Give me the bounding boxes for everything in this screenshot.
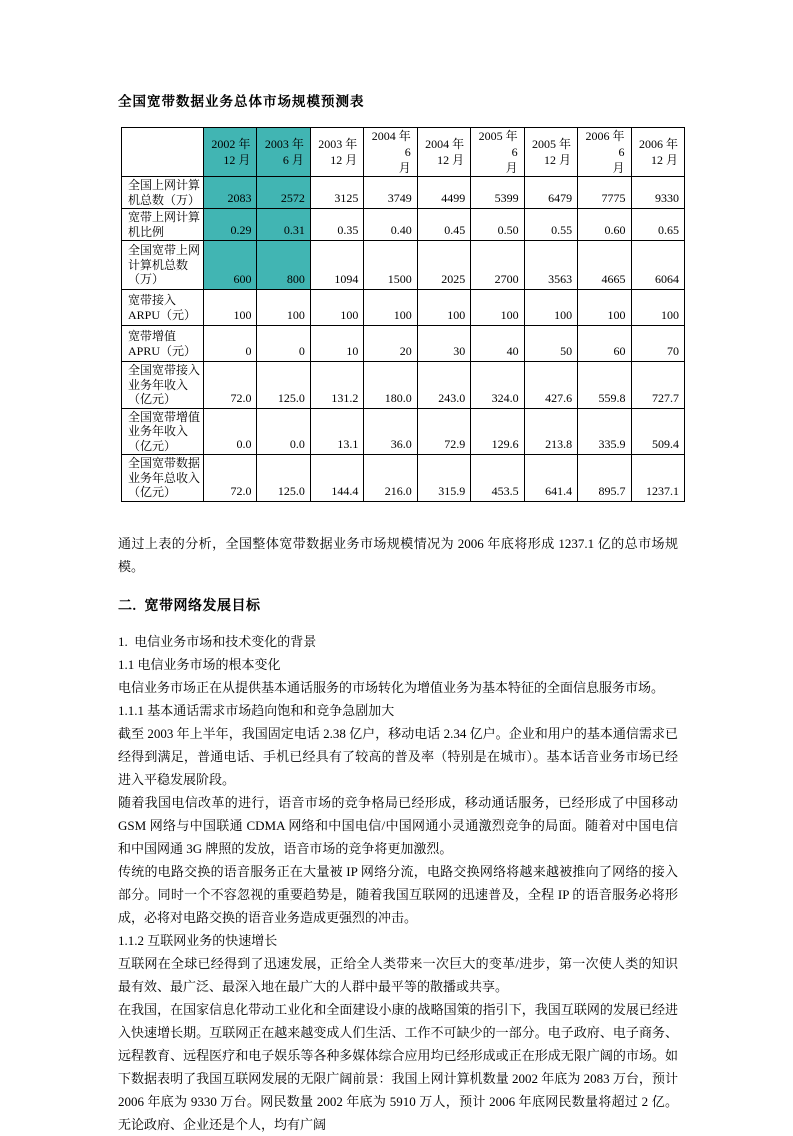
corner-cell [122,128,204,177]
table-cell: 20 [364,326,417,362]
table-cell: 0.55 [524,209,577,241]
table-cell: 0 [257,326,310,362]
paragraph: 1. 电信业务市场和技术变化的背景 [118,633,317,649]
table-cell: 0.60 [578,209,631,241]
table-cell: 324.0 [471,362,524,409]
paragraph: 随着我国电信改革的进行，语音市场的竞争格局已经形成，移动通话服务，已经形成了中国移动 GSM 网络与中国联通 CDMA 网络和中国电信/中国网通小灵通激烈竞争的局面。随着对中国电信和中国网通 3G 牌照的发放，语音市场的竞争将更加激烈。 [118,794,682,856]
table-cell: 2572 [257,177,310,209]
table-cell: 125.0 [257,455,310,502]
table-cell: 559.8 [578,362,631,409]
table-cell: 72.0 [204,455,257,502]
table-cell: 315.9 [417,455,470,502]
row-label: 宽带接入ARPU（元） [122,290,204,326]
table-cell: 243.0 [417,362,470,409]
forecast-table [121,127,685,502]
column-header: 2004 年 12 月 [417,128,470,177]
column-header: 2003 年 12 月 [310,128,363,177]
table-row [122,455,685,502]
table-cell: 216.0 [364,455,417,502]
table-cell: 0.35 [310,209,363,241]
paragraph: 通过上表的分析，全国整体宽带数据业务市场规模情况为 2006 年底将形成 1237.1 亿的总市场规模。 [118,535,678,574]
row-label: 全国宽带数据业务年总收入（亿元） [122,455,204,502]
table-cell: 0 [204,326,257,362]
table-cell: 13.1 [310,408,363,455]
table-cell: 36.0 [364,408,417,455]
table-cell: 100 [471,290,524,326]
table-row [122,177,685,209]
row-label: 全国宽带接入业务年收入（亿元） [122,362,204,409]
table-cell: 50 [524,326,577,362]
table-cell: 125.0 [257,362,310,409]
row-label: 全国宽带上网计算机总数（万） [122,241,204,290]
table-cell: 0.50 [471,209,524,241]
table-cell: 0.40 [364,209,417,241]
table-cell: 0.29 [204,209,257,241]
paragraph: 截至 2003 年上半年，我国固定电话 2.38 亿户，移动电话 2.34 亿户。企业和用户的基本通信需求已经得到满足，普通电话、手机已经具有了较高的普及率（特别是在城市）。基本话音业务市场已经进入平稳发展阶段。 [118,725,678,787]
column-header: 2004 年 6 月 [364,128,417,177]
table-cell: 180.0 [364,362,417,409]
column-header: 2005 年 12 月 [524,128,577,177]
column-header: 2002 年 12 月 [204,128,257,177]
table-row [122,209,685,241]
table-cell: 641.4 [524,455,577,502]
paragraph: 电信业务市场正在从提供基本通话服务的市场转化为增值业务为基本特征的全面信息服务市场。 [118,679,665,695]
table-row [122,241,685,290]
paragraph: 互联网在全球已经得到了迅速发展，正给全人类带来一次巨大的变革/进步，第一次使人类的知识最有效、最广泛、最深入地在最广大的人群中最平等的散播或共享。 [118,955,678,994]
table-cell: 0.0 [204,408,257,455]
table-cell: 335.9 [578,408,631,455]
row-label: 宽带增值APRU（元） [122,326,204,362]
table-cell: 72.9 [417,408,470,455]
row-label: 宽带上网计算机比例 [122,209,204,241]
table-cell: 9330 [631,177,685,209]
table-cell: 100 [257,290,310,326]
table-row [122,290,685,326]
paragraph: 传统的电路交换的语音服务正在大量被 IP 网络分流，电路交换网络将越来越被推向了网络的接入部分。同时一个不容忽视的重要趋势是，随着我国互联网的迅速普及，全程 IP 的语音服务必将形成，必将对电路交换的语音业务造成更强烈的冲击。 [118,863,678,925]
paragraph: 1.1 电信业务市场的根本变化 [118,656,281,672]
table-cell: 453.5 [471,455,524,502]
table-cell: 72.0 [204,362,257,409]
table-cell: 6479 [524,177,577,209]
table-cell: 100 [204,290,257,326]
table-cell: 100 [417,290,470,326]
column-header: 2006 年 6 月 [578,128,631,177]
table-row [122,408,685,455]
table-cell: 60 [578,326,631,362]
table-cell: 100 [578,290,631,326]
table-cell: 0.45 [417,209,470,241]
table-cell: 600 [204,241,257,290]
table-cell: 144.4 [310,455,363,502]
table-cell: 3125 [310,177,363,209]
table-cell: 0.0 [257,408,310,455]
table-cell: 509.4 [631,408,685,455]
section-heading: 二. 宽带网络发展目标 [118,598,261,614]
table-cell: 427.6 [524,362,577,409]
table-cell: 10 [310,326,363,362]
table-cell: 70 [631,326,685,362]
table-cell: 100 [631,290,685,326]
table-header-row [122,128,685,177]
table-cell: 5399 [471,177,524,209]
table-cell: 7775 [578,177,631,209]
table-cell: 1094 [310,241,363,290]
table-cell: 2083 [204,177,257,209]
table-cell: 1500 [364,241,417,290]
table-cell: 129.6 [471,408,524,455]
table-cell: 100 [524,290,577,326]
paragraph: 1.1.2 互联网业务的快速增长 [118,932,278,948]
table-row [122,326,685,362]
paragraph: 在我国，在国家信息化带动工业化和全面建设小康的战略国策的指引下，我国互联网的发展已经进入快速增长期。互联网正在越来越变成人们生活、工作不可缺少的一部分。电子政府、电子商务、远程教育、远程医疗和电子娱乐等各种多媒体综合应用均已经形成或正在形成无限广阔的市场。如下数据表明了我国互联网发展的无限广阔前景：我国上网计算机数量 2002 年底为 2083 万台，预计 2006 年底为 9330 万台。网民数量 2002 年底为 5910 万人，预计 2006 年底网民数量将超过 2 亿。无论政府、企业还是个人，均有广阔 [118,1001,682,1132]
table-cell: 895.7 [578,455,631,502]
row-label: 全国上网计算机总数（万） [122,177,204,209]
table-cell: 0.65 [631,209,685,241]
paragraph: 1.1.1 基本通话需求市场趋向饱和和竞争急剧加大 [118,702,395,718]
table-cell: 100 [310,290,363,326]
column-header: 2005 年 6 月 [471,128,524,177]
table-cell: 3749 [364,177,417,209]
table-cell: 0.31 [257,209,310,241]
table-cell: 30 [417,326,470,362]
table-cell: 213.8 [524,408,577,455]
table-cell: 131.2 [310,362,363,409]
column-header: 2006 年 12 月 [631,128,685,177]
paragraphs [118,532,682,1136]
table-cell: 1237.1 [631,455,685,502]
table-cell: 2025 [417,241,470,290]
table-cell: 3563 [524,241,577,290]
table-title: 全国宽带数据业务总体市场规模预测表 [118,94,365,109]
table-cell: 100 [364,290,417,326]
table-cell: 2700 [471,241,524,290]
table-cell: 800 [257,241,310,290]
table-cell: 4665 [578,241,631,290]
table-cell: 727.7 [631,362,685,409]
column-header: 2003 年 6 月 [257,128,310,177]
table-row [122,362,685,409]
row-label: 全国宽带增值业务年收入（亿元） [122,408,204,455]
table-cell: 40 [471,326,524,362]
table-cell: 6064 [631,241,685,290]
table-body [122,177,685,502]
table-cell: 4499 [417,177,470,209]
